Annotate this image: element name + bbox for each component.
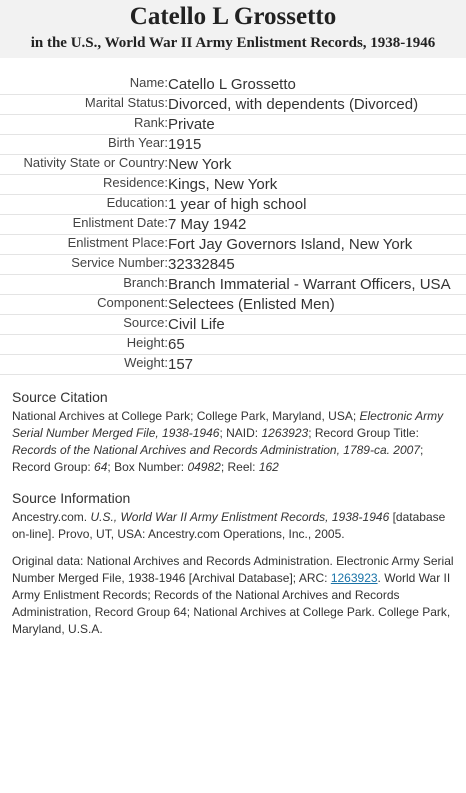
field-value: Selectees (Enlisted Men) <box>168 295 466 315</box>
field-label: Enlistment Date: <box>0 215 168 235</box>
field-label: Height: <box>0 335 168 355</box>
page-subtitle: in the U.S., World War II Army Enlistment Records, 1938-1946 <box>30 35 436 51</box>
record-row <box>0 115 466 135</box>
field-label: Enlistment Place: <box>0 235 168 255</box>
field-label: Rank: <box>0 115 168 135</box>
field-value: Kings, New York <box>168 175 466 195</box>
record-row <box>0 275 466 295</box>
record-row <box>0 295 466 315</box>
field-label: Nativity State or Country: <box>0 155 168 175</box>
record-row <box>0 75 466 95</box>
source-information <box>0 490 466 638</box>
record-row <box>0 95 466 115</box>
citation-text-5: ; Box Number: <box>107 460 188 474</box>
field-label: Weight: <box>0 355 168 375</box>
field-label: Service Number: <box>0 255 168 275</box>
page-header <box>0 0 466 58</box>
field-value: 32332845 <box>168 255 466 275</box>
field-value: 157 <box>168 355 466 375</box>
record-row <box>0 255 466 275</box>
citation-text-6: ; Reel: <box>220 460 259 474</box>
field-label: Education: <box>0 195 168 215</box>
citation-italic-6: 162 <box>258 460 279 474</box>
original-data-text-1: Original data: National Archives and Records Administration. Electronic Army Serial Number Merged File, 1938-1946 [Archival Database]; ARC: <box>12 554 454 585</box>
field-label: Source: <box>0 315 168 335</box>
citation-italic-4: 64 <box>94 460 108 474</box>
original-data-text-2: . World War II Army Enlistment Records; Records of the National Archives and Records Administration, Record Group 64; National Archives at College Park. College Park, Maryland, U.S.A. <box>12 571 451 636</box>
source-citation-text <box>12 408 454 476</box>
citation-italic-2: 1263923 <box>261 426 309 440</box>
citation-italic-1: Electronic Army Serial Number Merged File, 1938-1946 <box>12 409 444 440</box>
record-row <box>0 135 466 155</box>
record-table <box>0 75 466 375</box>
source-information-heading: Source Information <box>12 490 131 506</box>
citation-text-3: ; Record Group Title: <box>308 426 419 440</box>
field-label: Birth Year: <box>0 135 168 155</box>
field-value: New York <box>168 155 466 175</box>
citation-italic-3: Records of the National Archives and Records Administration, 1789-ca. 2007 <box>12 443 420 457</box>
field-value: 65 <box>168 335 466 355</box>
original-data-text <box>12 553 454 638</box>
citation-text-2: ; NAID: <box>219 426 262 440</box>
field-value: Civil Life <box>168 315 466 335</box>
info-text-1: Ancestry.com. <box>12 510 91 524</box>
citation-text-1: National Archives at College Park; College Park, Maryland, USA; <box>12 409 360 423</box>
record-row <box>0 235 466 255</box>
record-row <box>0 355 466 375</box>
source-information-text <box>12 509 454 543</box>
field-label: Residence: <box>0 175 168 195</box>
field-value: Branch Immaterial - Warrant Officers, USA <box>168 275 466 295</box>
citation-italic-5: 04982 <box>187 460 221 474</box>
field-value: 1 year of high school <box>168 195 466 215</box>
info-italic-1: U.S., World War II Army Enlistment Records, 1938-1946 <box>90 510 390 524</box>
page-title: Catello L Grossetto <box>129 3 337 30</box>
field-value: Catello L Grossetto <box>168 75 466 95</box>
citation-text-4: ; Record Group: <box>12 443 424 474</box>
record-row <box>0 195 466 215</box>
field-value: 1915 <box>168 135 466 155</box>
field-label: Marital Status: <box>0 95 168 115</box>
record-row <box>0 335 466 355</box>
record-row <box>0 215 466 235</box>
field-value: Fort Jay Governors Island, New York <box>168 235 466 255</box>
record-row <box>0 315 466 335</box>
info-text-2: [database on-line]. Provo, UT, USA: Ancestry.com Operations, Inc., 2005. <box>12 510 446 541</box>
field-value: Divorced, with dependents (Divorced) <box>168 95 466 115</box>
record-row <box>0 175 466 195</box>
field-label: Name: <box>0 75 168 95</box>
source-citation-heading: Source Citation <box>12 389 108 405</box>
field-label: Component: <box>0 295 168 315</box>
field-value: 7 May 1942 <box>168 215 466 235</box>
field-value: Private <box>168 115 466 135</box>
field-label: Branch: <box>0 275 168 295</box>
source-citation <box>0 389 466 476</box>
arc-link[interactable]: 1263923 <box>330 571 378 585</box>
record-row <box>0 155 466 175</box>
